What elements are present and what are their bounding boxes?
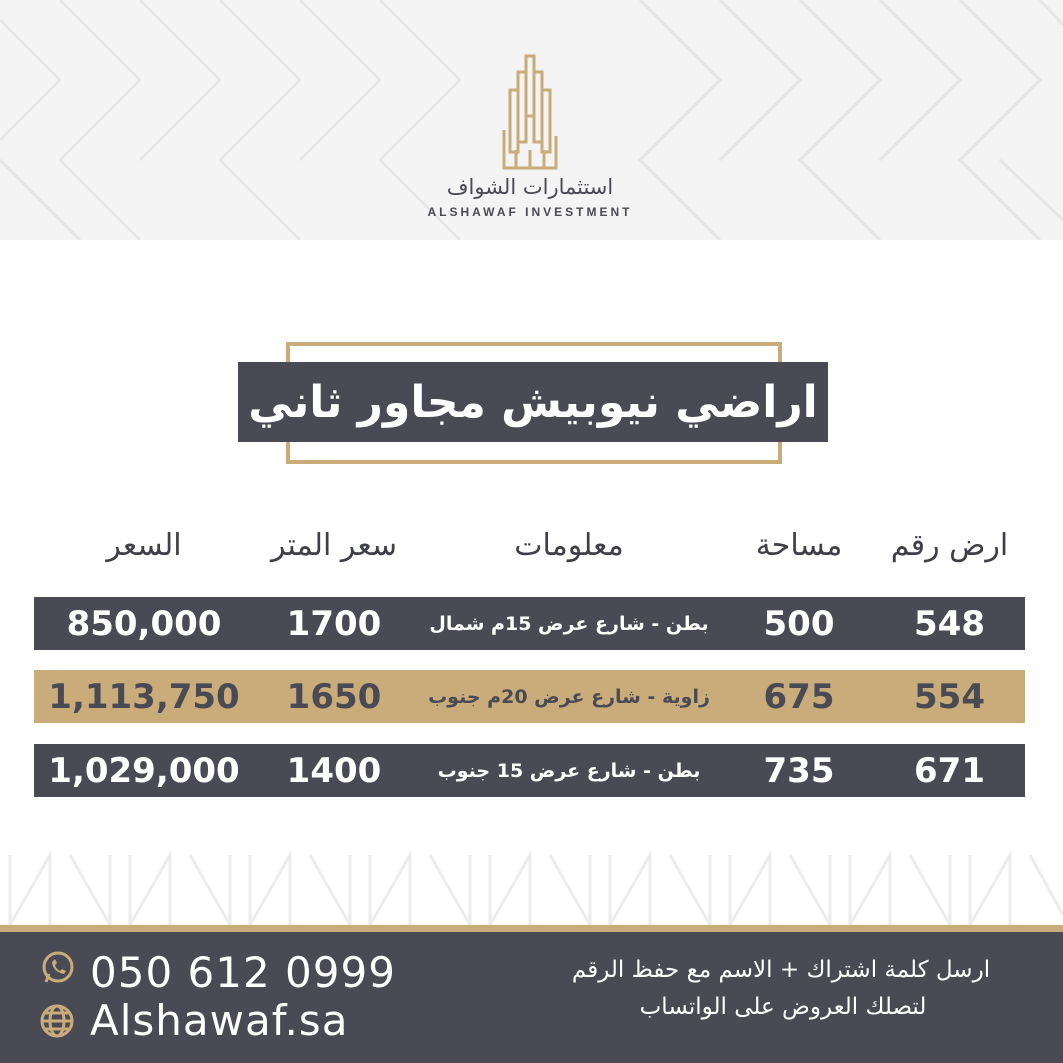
row-info: بطن - شارع عرض 15م شمال	[429, 612, 709, 635]
header-plot-number: ارض رقم	[890, 528, 1009, 563]
tower-logo-icon	[490, 50, 570, 172]
header-price-per-meter: سعر المتر	[270, 528, 398, 563]
whatsapp-icon	[40, 950, 76, 990]
subscribe-message-line2: لتصلك العروض على الواتساب	[639, 994, 927, 1020]
alshawaf-logo	[380, 50, 680, 225]
row-plot-number: 548	[914, 603, 985, 644]
row-price-per-meter: 1400	[286, 750, 382, 791]
table-row	[34, 744, 1025, 797]
row-plot-number: 554	[914, 676, 985, 717]
website-link[interactable]: Alshawaf.sa	[90, 996, 349, 1045]
row-area: 500	[763, 603, 835, 644]
bottom-pattern-background	[0, 850, 1063, 925]
row-area: 735	[763, 750, 835, 791]
row-price: 850,000	[66, 603, 222, 644]
logo-english-text: ALSHAWAF INVESTMENT	[427, 205, 633, 219]
row-info: بطن - شارع عرض 15 جنوب	[437, 759, 701, 782]
row-price: 1,113,750	[48, 676, 240, 717]
phone-number[interactable]: 050 612 0999	[90, 948, 396, 997]
row-info: زاوية - شارع عرض 20م جنوب	[428, 685, 710, 708]
geometric-pattern	[0, 850, 1063, 925]
logo-arabic-text: استثمارات الشواف	[446, 175, 614, 199]
table-row	[34, 597, 1025, 650]
row-plot-number: 671	[914, 750, 985, 791]
row-price-per-meter: 1650	[286, 676, 382, 717]
table-row	[34, 670, 1025, 723]
header-price: السعر	[106, 528, 182, 563]
subscribe-message-line1: ارسل كلمة اشتراك + الاسم مع حفظ الرقم	[571, 957, 991, 983]
globe-icon	[38, 1002, 76, 1044]
header-area: مساحة	[755, 528, 843, 563]
row-area: 675	[763, 676, 835, 717]
footer-gold-line	[0, 925, 1063, 932]
header-info: معلومات	[514, 528, 624, 563]
page-title: اراضي نيوبيش مجاور ثاني	[238, 362, 828, 442]
row-price-per-meter: 1700	[286, 603, 382, 644]
footer	[0, 932, 1063, 1063]
table-header	[34, 528, 1025, 578]
row-price: 1,029,000	[48, 750, 240, 791]
